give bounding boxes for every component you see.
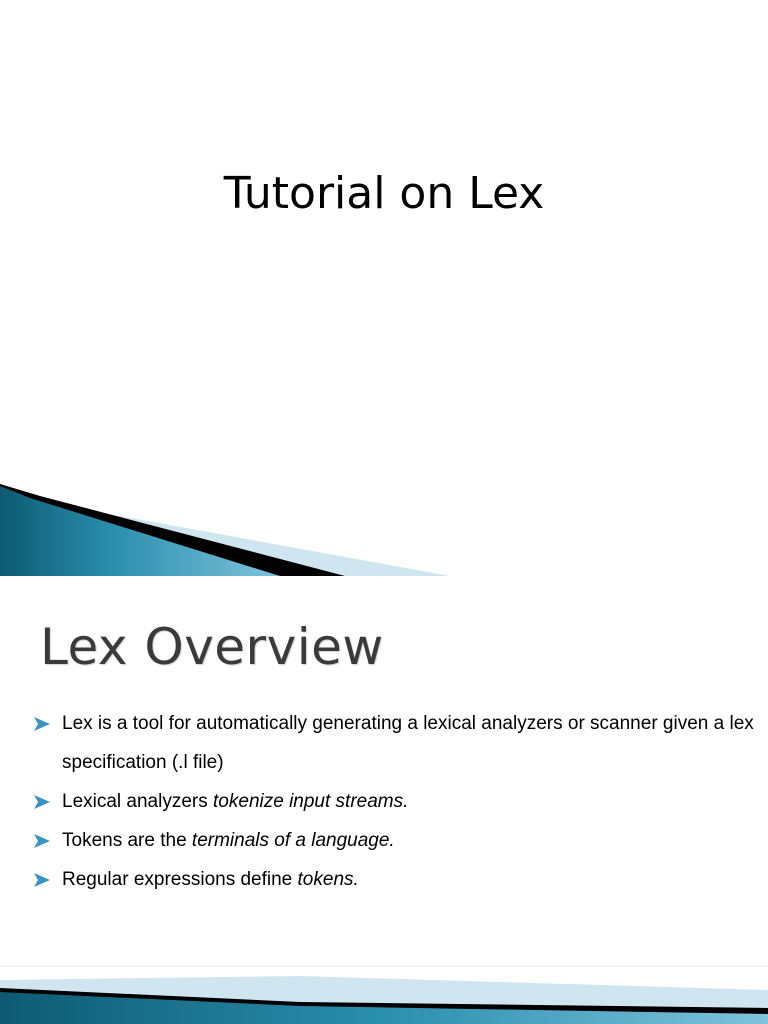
bullet-text: Lexical analyzers	[62, 791, 214, 812]
arrow-bullet-icon	[34, 873, 50, 887]
bullet-emphasis: terminals of a language.	[191, 830, 395, 851]
bullet-list	[34, 704, 754, 899]
slide-swoosh-decoration	[0, 962, 768, 1024]
arrow-bullet-icon	[34, 795, 50, 809]
arrow-bullet-icon	[34, 717, 50, 731]
arrow-bullet-icon	[34, 834, 50, 848]
bullet-item	[34, 860, 754, 899]
bullet-emphasis: tokenize input streams.	[213, 791, 409, 812]
bullet-item	[34, 704, 754, 782]
bullet-item	[34, 821, 754, 860]
bullet-text: Tokens are the	[62, 830, 192, 851]
slide-overview	[0, 576, 768, 1024]
slide-swoosh-decoration	[0, 476, 768, 576]
slide-heading: Lex Overview	[40, 618, 384, 676]
slide-title-text: Tutorial on Lex	[223, 168, 545, 219]
bullet-item	[34, 782, 754, 821]
bullet-emphasis: tokens.	[297, 869, 359, 890]
bullet-text: Lex is a tool for automatically generating a lexical analyzers or scanner given a lex specification (.l file)	[62, 713, 754, 773]
bullet-text: Regular expressions define	[62, 869, 298, 890]
